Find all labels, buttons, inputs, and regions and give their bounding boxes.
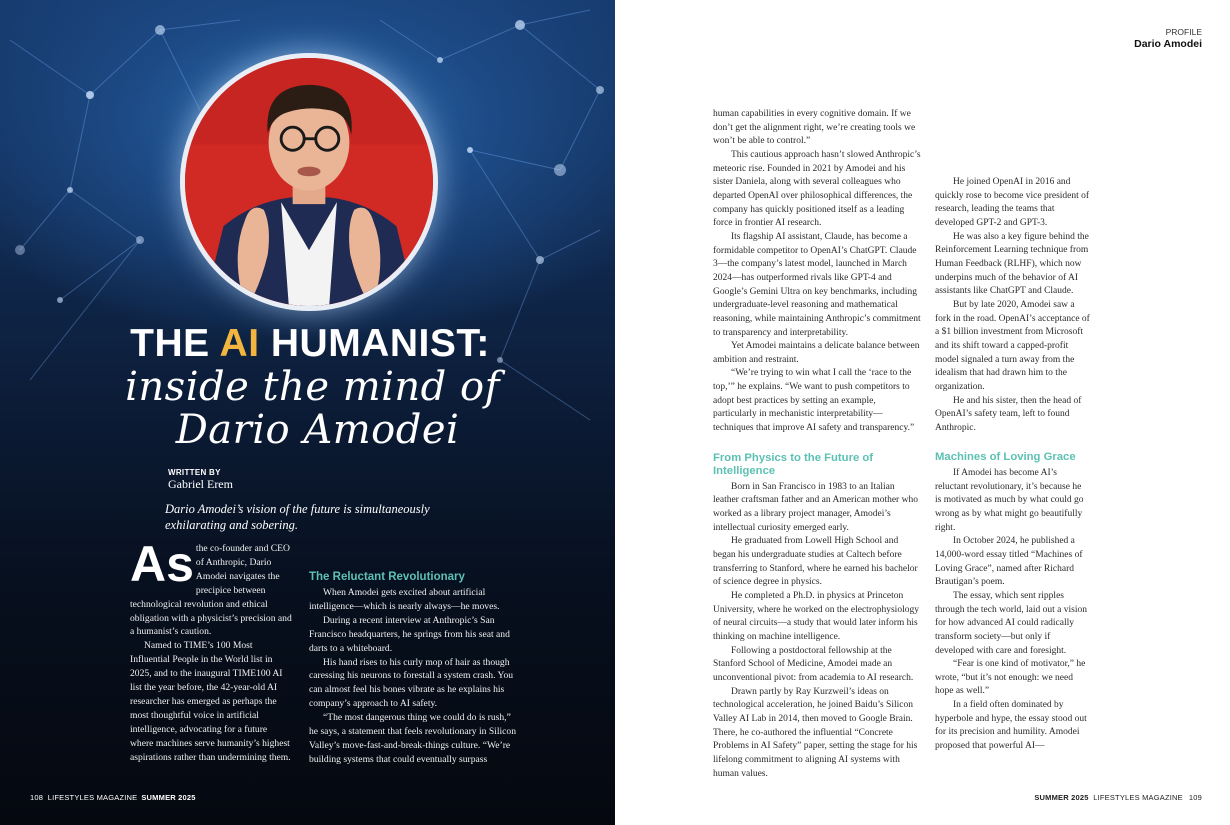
headline-part1: THE [130,322,220,365]
body-paragraph: human capabilities in every cognitive domain. If we don’t get the alignment right, we’re creating tools we won’t be able to control.” [713,109,916,147]
byline-name: Gabriel Erem [168,477,233,491]
subhead-line2: Dario Amodei [175,407,460,453]
body-paragraph: During a recent interview at Anthropic’s San Francisco headquarters, he springs from his seat and darts to a whiteboard. [309,614,510,654]
left-column-1 [130,536,292,765]
page-number: 108 [30,793,44,802]
magazine-name: LIFESTYLES MAGAZINE [47,793,138,802]
body-paragraph: “The most dangerous thing we could do is rush,” he says, a statement that feels revolutionary in Silicon Valley’s move-fast-and-break-things culture. “We’re building systems that could eventually surpass [309,712,517,765]
body-paragraph: He completed a Ph.D. in physics at Princeton University, where he worked on the electrophysiology of neural circuits—a study that would later inform his thinking on machine intelligence. [713,591,919,642]
body-paragraph: “We’re trying to win what I call the ‘race to the top,’” he explains. “We want to push competitors to adopt best practices by setting an example, particularly in mechanistic interpretability—techniques that improve AI safety and transparency.” [713,368,915,434]
right-column-2 [935,176,1090,754]
right-column-1 [713,108,921,781]
page-number: 109 [1188,793,1202,802]
body-paragraph: In a field often dominated by hyperbole and hype, the essay stood out for its precision and humility. Amodei proposed that powerful AI— [935,700,1087,752]
section-label: PROFILE [1165,27,1202,37]
body-paragraph: Following a postdoctoral fellowship at the Stanford School of Medicine, Amodei made an unconventional pivot: from academia to AI research. [713,645,914,683]
body-paragraph: Drawn partly by Ray Kurzweil’s ideas on technological acceleration, he joined Baidu’s Silicon Valley AI Lab in 2014, then moved to Google Brain. There, he co-authored the influential “Concrete Problems in AI Safety” paper, setting the stage for his lifelong commitment to aligning AI systems with human values. [713,686,918,779]
body-paragraph: He was also a key figure behind the Reinforcement Learning technique from Human Feedback (RLHF), which now underpins much of the behavior of AI assistants like ChatGPT and Claude. [935,231,1089,297]
body-paragraph: This cautious approach hasn’t slowed Anthropic’s meteoric rise. Founded in 2021 by Amodei and his sister Daniela, along with several colleagues who departed OpenAI over philosophical differences, the company has quickly positioned itself as a leading force in frontier AI research. [713,149,921,229]
body-paragraph: He joined OpenAI in 2016 and quickly rose to become vice president of research, leading the teams that developed GPT-2 and GPT-3. [935,177,1090,228]
deck: Dario Amodei’s vision of the future is simultaneously exhilarating and sobering. [165,502,430,532]
portrait-illustration [185,58,433,306]
drop-cap: As [130,536,194,592]
headline-part2: HUMANIST: [259,322,490,365]
subhead-line1: inside the mind of [125,364,500,410]
section-heading-machines-of-loving-grace: Machines of Loving Grace [935,451,1076,464]
profile-name: Dario Amodei [1134,38,1202,50]
left-folio [30,793,196,802]
portrait-photo [180,53,438,311]
body-paragraph: The essay, which sent ripples through the tech world, laid out a vision for how advanced AI could radically transform society—but only if developed with care and foresight. [935,590,1087,656]
body-paragraph: He graduated from Lowell High School and began his undergraduate studies at Caltech before transferring to Stanford, where he earned his bachelor of science degree in physics. [713,536,918,588]
magazine-name: LIFESTYLES MAGAZINE [1093,793,1183,802]
body-text: the co-founder and CEO of Anthropic, Dario Amodei navigates the precipice between technological revolution and ethical obligation with a physicist’s precision and a humanist’s caution. [130,543,292,638]
headline-accent: AI [219,322,260,365]
issue-label: SUMMER 2025 [1034,793,1089,802]
body-paragraph: Named to TIME’s 100 Most Influential People in the World list in 2025, and to the inaugural TIME100 AI list the year before, the 42-year-old AI researcher has emerged as perhaps the most thoughtful voice in artificial intelligence, advocating for a future where machines serve humanity’s highest aspirations rather than undermining them. [130,640,291,763]
section-heading-physics: From Physics to the Future of Intelligence [713,451,874,478]
body-paragraph: Yet Amodei maintains a delicate balance between ambition and restraint. [713,341,920,365]
body-paragraph: “Fear is one kind of motivator,” he wrote, “but it’s not enough: we need hope as well.” [935,659,1086,697]
right-page [615,0,1230,825]
body-paragraph: Its flagship AI assistant, Claude, has become a formidable competitor to OpenAI’s ChatGPT. Claude 3—the company’s latest model, launched in March 2024—has outperformed rivals like GPT-4 and Google’s Gemini Ultra on key benchmarks, including undergraduate-level reasoning and mathematical reasoning, while maintaining Anthropic’s commitment to transparency and interpretability. [713,231,921,338]
body-paragraph: In October 2024, he published a 14,000-word essay titled “Machines of Loving Grace”, named after Richard Brautigan’s poem. [935,536,1083,588]
body-paragraph: His hand rises to his curly mop of hair as though caressing his neurons to forestall a system crash. You can almost feel his bones vibrate as he explains his company’s approach to AI safety. [309,656,514,710]
left-column-2 [309,542,519,767]
issue-label: SUMMER 2025 [141,793,196,802]
byline-label: WRITTEN BY [168,468,221,477]
body-paragraph: But by late 2020, Amodei saw a fork in the road. OpenAI’s acceptance of a $1 billion investment from Microsoft and its shift toward a capped-profit model signaled a turn away from the idealism that had drawn him to the organization. [935,299,1090,392]
body-paragraph: He and his sister, then the head of OpenAI’s safety team, left to found Anthropic. [935,395,1082,433]
body-paragraph: If Amodei has become AI’s reluctant revolutionary, it’s because he is motivated as much by what could go wrong as by what might go beautifully right. [935,467,1084,533]
headline [0,322,615,366]
body-paragraph: When Amodei gets excited about artificial intelligence—which is nearly always—he moves. [309,587,500,612]
right-folio [1034,793,1202,802]
intro-paragraph [130,536,292,639]
section-heading-reluctant-revolutionary: The Reluctant Revolutionary [309,571,465,583]
body-paragraph: Born in San Francisco in 1983 to an Italian leather craftsman father and an American mother who worked as a library project manager, Amodei’s intellectual curiosity emerged early. [713,481,918,533]
